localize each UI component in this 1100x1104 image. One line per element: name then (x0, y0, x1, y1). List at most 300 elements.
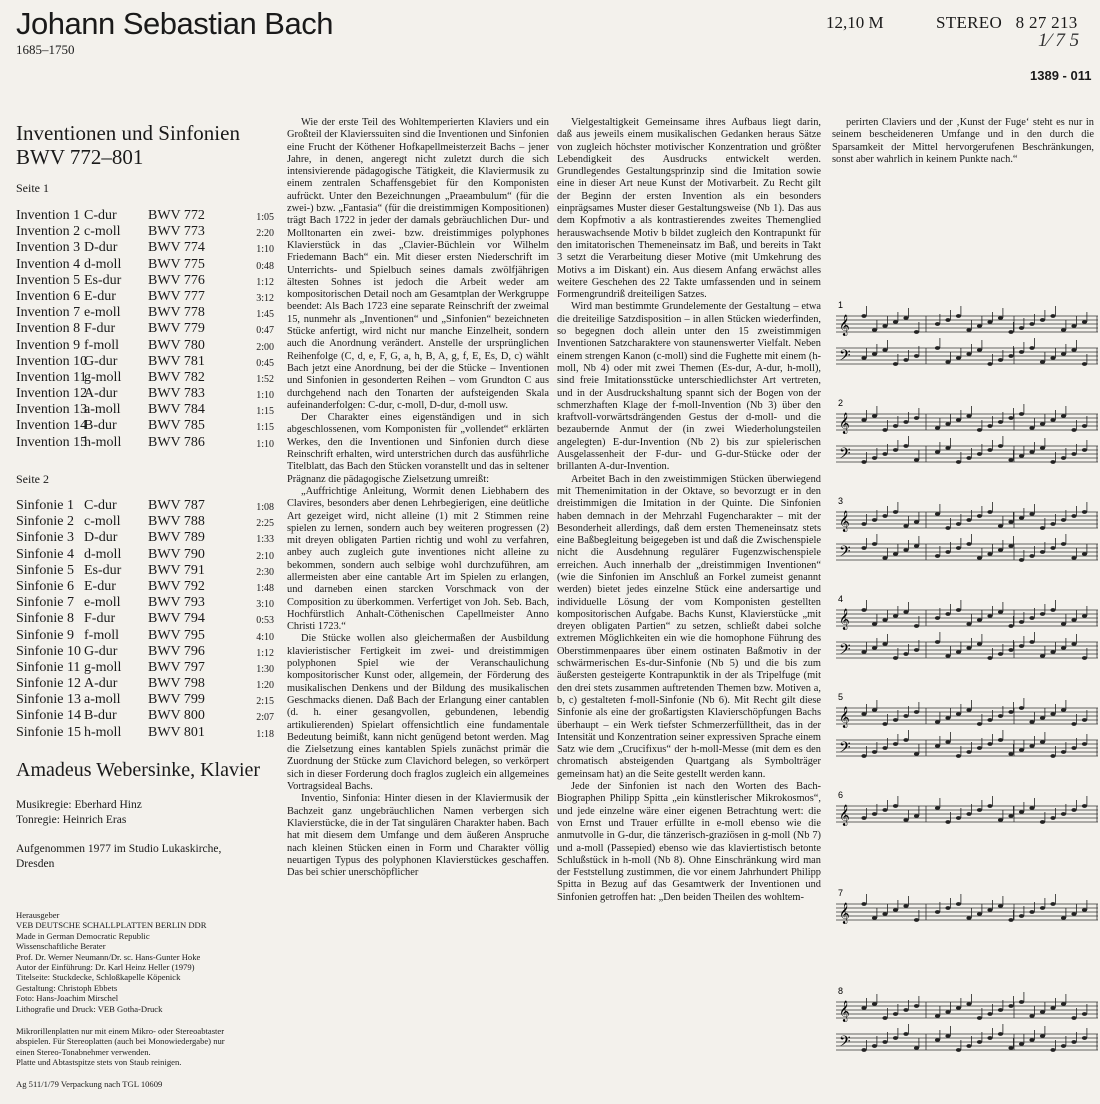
note-head (893, 320, 898, 324)
track-name: Sinfonie 4 (16, 546, 74, 562)
track-row (16, 725, 274, 741)
note-head (893, 1036, 898, 1040)
clef-icon: 𝄢 (839, 641, 851, 661)
note-head (861, 1048, 866, 1052)
note-head (1029, 554, 1034, 558)
track-duration: 1:10 (256, 244, 274, 256)
note-head (1082, 656, 1087, 660)
essay-paragraph: perirten Claviers und der ‚Kunst der Fuge‘ steht es nur in seinem bescheideneren Umfange und in den durch die Sparsamkeit der Mittel hervorgerufenen Beschränkungen, sonst aber wahrlich in keinem Punkte nach.“ (832, 117, 1094, 165)
note-head (1050, 356, 1055, 360)
note-head (1071, 912, 1076, 916)
note-head (1019, 412, 1024, 416)
track-key: d-moll (84, 256, 122, 272)
note-head (1050, 418, 1055, 422)
track-bwv: BWV 788 (148, 514, 205, 530)
clef-icon: 𝄢 (839, 1033, 851, 1053)
note-head (1019, 748, 1024, 752)
track-name: Invention 12 (16, 386, 88, 402)
note-head (903, 548, 908, 552)
note-head (966, 622, 971, 626)
track-name: Invention 9 (16, 337, 81, 353)
note-head (1029, 616, 1034, 620)
note-head (914, 458, 919, 462)
track-bwv: BWV 795 (148, 627, 205, 643)
note-head (998, 714, 1003, 718)
note-head (966, 518, 971, 522)
note-head (1008, 330, 1013, 334)
note-head (861, 650, 866, 654)
music-example (836, 790, 1098, 826)
track-bwv: BWV 785 (148, 418, 205, 434)
note-head (1071, 808, 1076, 812)
note-head (914, 330, 919, 334)
track-duration: 1:33 (256, 534, 274, 546)
note-head (935, 744, 940, 748)
track-duration: 1:12 (256, 276, 274, 288)
note-head (914, 1004, 919, 1008)
note-head (1050, 608, 1055, 612)
note-head (987, 320, 992, 324)
track-name: Sinfonie 10 (16, 643, 81, 659)
note-head (872, 708, 877, 712)
track-name: Sinfonie 15 (16, 724, 81, 740)
track-key: A-dur (84, 676, 118, 692)
track-row (16, 321, 274, 337)
track-row (16, 692, 274, 708)
clef-icon: 𝄞 (839, 609, 850, 629)
essay-column-3 (832, 117, 1094, 166)
music-example (836, 496, 1098, 563)
essay-paragraph: Vielgestaltigkeit Gemeinsame ihres Aufbaus liegt darin, daß aus jeweils einem musikalischen Gedanken heraus Sätze von zugleich höchster motivischer Konzentration und größter Lebendigkeit des Ausdrucks entwickelt werden. Grundlegendes Gestaltungsprinzip sind die Imitation sowie eine in dieser Art neue Kunst der Motivarbeit. Zu Recht gilt der Beginn der ersten Invention als ein besonders einprägsames Muster dieser Gestaltungsweise (Nb 1). Das aus dem Kopfmotiv a als kontrastierendes zweites Themenglied herauswachsende Motiv b bildet zugleich den Kontrapunkt für den imitatorischen Themeneinsatz im Baß, und bereits in Takt 3 setzt die Verarbeitung dieser Motive (mit Umkehrung des Motivs a im Diskant) ein. Aus diesem Anfang erwächst alles weitere Geschehen des 22 Takte umfassenden und in seinem Formengrundriß dreiteiligen Satzes. (557, 117, 821, 301)
note-head (872, 414, 877, 418)
recording-info (16, 842, 221, 872)
track-bwv: BWV 793 (148, 595, 205, 611)
note-head (998, 316, 1003, 320)
note-head (966, 328, 971, 332)
example-number: 1 (838, 300, 844, 310)
note-head (882, 808, 887, 812)
note-head (977, 642, 982, 646)
note-head (861, 712, 866, 716)
note-head (945, 360, 950, 364)
note-head (893, 804, 898, 808)
note-head (1029, 346, 1034, 350)
track-row (16, 418, 274, 434)
performer: Amadeus Webersinke, Klavier (16, 759, 261, 781)
note-head (882, 618, 887, 622)
note-head (1008, 624, 1013, 628)
track-row (16, 628, 274, 644)
note-head (987, 510, 992, 514)
note-head (998, 420, 1003, 424)
track-key: C-dur (84, 498, 117, 513)
track-row (16, 289, 274, 305)
note-head (893, 552, 898, 556)
track-name: Invention 5 (16, 272, 81, 288)
note-head (1050, 902, 1055, 906)
track-key: e-moll (84, 595, 121, 611)
music-example (836, 692, 1098, 759)
note-head (945, 716, 950, 720)
track-duration: 0:47 (256, 325, 274, 337)
note-head (966, 456, 971, 460)
note-head (945, 550, 950, 554)
track-key: h-moll (84, 434, 122, 450)
track-key: d-moll (84, 546, 122, 562)
note-head (882, 348, 887, 352)
essay-column-2 (557, 117, 821, 904)
note-head (1071, 722, 1076, 726)
note-head (1071, 324, 1076, 328)
note-head (882, 514, 887, 518)
track-name: Sinfonie 3 (16, 530, 74, 546)
track-name: Invention 7 (16, 305, 81, 321)
track-key: D-dur (84, 240, 118, 256)
note-head (966, 708, 971, 712)
note-head (935, 910, 940, 914)
album-title-line2: BWV 772–801 (16, 145, 144, 169)
essay-paragraph: Inventio, Sinfonia: Hinter diesen in der Klaviermusik der Bachzeit ganz ungebräuchlichen Namen verbergen sich Klavierstücke, die in der Tat singulären Charakter haben. Bach hat mit diesem dem Umfange und dem äußeren Anspruche nach kleinen Stücken einen in Form und Charakter völlig neuartigen Typus des polyphonen Klavierstückes geschaffen. Das bei schier unerschöpflicher (287, 793, 549, 879)
note-head (1050, 546, 1055, 550)
track-row (16, 660, 274, 676)
note-head (903, 420, 908, 424)
note-head (966, 916, 971, 920)
note-head (914, 354, 919, 358)
track-key: Es-dur (84, 272, 122, 288)
track-duration: 2:10 (256, 550, 274, 562)
track-row (16, 240, 274, 256)
note-head (882, 1016, 887, 1020)
track-name: Sinfonie 14 (16, 708, 81, 724)
note-head (1008, 710, 1013, 714)
track-bwv: BWV 773 (148, 224, 205, 240)
track-duration: 2:00 (256, 341, 274, 353)
track-name: Invention 8 (16, 321, 81, 337)
note-head (893, 362, 898, 366)
side-1-label: Seite 1 (16, 181, 49, 195)
imprint-line: Foto: Hans-Joachim Mirschel (16, 993, 119, 1004)
catalog-number: 12,10 M (826, 13, 884, 32)
note-head (956, 754, 961, 758)
note-head (872, 542, 877, 546)
note-head (935, 1038, 940, 1042)
note-head (1029, 744, 1034, 748)
side-2-tracklist (16, 498, 274, 741)
note-head (935, 1014, 940, 1018)
track-key: g-moll (84, 369, 122, 385)
note-head (987, 908, 992, 912)
track-row (16, 498, 274, 514)
note-head (893, 424, 898, 428)
album-title (16, 121, 276, 169)
note-head (935, 616, 940, 620)
track-row (16, 402, 274, 418)
note-head (966, 414, 971, 418)
clef-icon: 𝄢 (839, 347, 851, 367)
note-head (966, 750, 971, 754)
track-duration: 1:48 (256, 582, 274, 594)
music-examples (836, 300, 1098, 1100)
note-head (1040, 1034, 1045, 1038)
track-row (16, 708, 274, 724)
note-head (1061, 328, 1066, 332)
side-2-label: Seite 2 (16, 472, 49, 486)
track-name: Invention 14 (16, 418, 88, 434)
note-head (945, 906, 950, 910)
note-head (945, 654, 950, 658)
side-1-tracklist (16, 208, 274, 451)
track-bwv: BWV 774 (148, 240, 205, 256)
track-bwv: BWV 777 (148, 288, 205, 304)
note-head (861, 816, 866, 820)
track-row (16, 563, 274, 579)
note-head (1040, 820, 1045, 824)
note-head (893, 656, 898, 660)
imprint-line: Gestaltung: Christoph Ebbets (16, 982, 118, 993)
track-key: B-dur (84, 708, 117, 724)
note-head (914, 918, 919, 922)
note-head (987, 718, 992, 722)
note-head (903, 1008, 908, 1012)
track-bwv: BWV 794 (148, 611, 205, 627)
note-head (977, 1016, 982, 1020)
note-head (945, 740, 950, 744)
note-head (1050, 712, 1055, 716)
note-head (956, 1048, 961, 1052)
note-head (998, 1008, 1003, 1012)
note-head (882, 1040, 887, 1044)
essay-paragraph: Wird man bestimmte Grundelemente der Gestaltung – etwa die dreiteilige Satzdisposition – in allen Stücken wiederfinden, so begegnen doch allein unter den 15 zweistimmigen Inventionen Satzcharaktere von staunenswerter Vielfalt. Neben einem strengen Kanon (c-moll) sind die Fughette mit einem (h-moll, Nb 4) oder mit zwei Themen (Es-dur, A-dur, h-moll), sind freie Imitationsstücke unterschiedlichster Art vertreten, und in der Ausdruckshaltung spannt sich der Bogen von der schmerzhaften Klage der f-moll-Invention (Nb 3) über den kraftvoll-vorwärtsdrängenden Gestus der d-moll- und die bezaubernde Anmut der (in zwei Wiederholungsteilen angelegten) E-dur-Invention (Nb 2) bis zur spielerischen Ausgelassenheit der F-dur- und G-dur-Stücke oder der brillanten A-dur-Invention. (557, 301, 821, 473)
note-head (1029, 450, 1034, 454)
note-head (861, 418, 866, 422)
note-head (1082, 424, 1087, 428)
track-duration: 1:45 (256, 309, 274, 321)
note-head (903, 1032, 908, 1036)
note-head (1019, 454, 1024, 458)
track-duration: 1:15 (256, 422, 274, 434)
imprint-line: Wissenschaftliche Berater (16, 941, 106, 952)
note-head (1050, 1048, 1055, 1052)
note-head (903, 610, 908, 614)
track-row (16, 644, 274, 660)
note-head (1082, 804, 1087, 808)
note-head (861, 546, 866, 550)
note-head (1061, 352, 1066, 356)
note-head (945, 526, 950, 530)
note-head (977, 556, 982, 560)
note-head (872, 750, 877, 754)
note-head (861, 356, 866, 360)
note-head (956, 650, 961, 654)
credits (16, 798, 142, 828)
note-head (987, 656, 992, 660)
clef-icon: 𝄞 (839, 1001, 850, 1021)
track-key: D-dur (84, 530, 118, 546)
track-name: Sinfonie 11 (16, 659, 81, 675)
track-row (16, 257, 274, 273)
track-duration: 1:08 (256, 502, 274, 513)
note-head (1040, 318, 1045, 322)
imprint-line: Prof. Dr. Werner Neumann/Dr. sc. Hans-Gunter Hoke (16, 951, 201, 962)
notice-line: Platte und Abtastspitze stets von Staub reinigen. (16, 1057, 182, 1068)
track-duration: 2:15 (256, 696, 274, 708)
music-example (836, 300, 1098, 367)
track-name: Sinfonie 9 (16, 627, 74, 643)
note-head (1061, 750, 1066, 754)
track-name: Invention 6 (16, 288, 81, 304)
clef-icon: 𝄞 (839, 511, 850, 531)
note-head (1071, 642, 1076, 646)
note-head (956, 608, 961, 612)
note-head (1008, 520, 1013, 524)
track-row (16, 676, 274, 692)
note-head (914, 814, 919, 818)
track-key: g-moll (84, 659, 122, 675)
note-head (1061, 812, 1066, 816)
note-head (998, 904, 1003, 908)
track-key: Es-dur (84, 562, 122, 578)
note-head (893, 510, 898, 514)
note-head (1082, 510, 1087, 514)
note-head (893, 742, 898, 746)
example-number: 6 (838, 790, 844, 800)
example-number: 8 (838, 986, 844, 996)
track-name: Sinfonie 8 (16, 611, 74, 627)
note-head (903, 524, 908, 528)
note-head (998, 1032, 1003, 1036)
track-name: Invention 11 (16, 369, 87, 385)
note-head (987, 1012, 992, 1016)
note-head (1071, 452, 1076, 456)
clef-icon: 𝄞 (839, 413, 850, 433)
note-head (1050, 650, 1055, 654)
track-duration: 1:12 (256, 647, 274, 659)
note-head (1019, 350, 1024, 354)
note-head (1061, 622, 1066, 626)
note-head (1040, 550, 1045, 554)
note-head (1082, 718, 1087, 722)
note-head (977, 1040, 982, 1044)
note-head (956, 314, 961, 318)
track-bwv: BWV 790 (148, 546, 205, 562)
track-row (16, 305, 274, 321)
imprint-block (16, 910, 276, 1014)
note-head (1040, 446, 1045, 450)
note-head (1040, 422, 1045, 426)
imprint-line: Lithografie und Druck: VEB Gotha-Druck (16, 1003, 163, 1014)
note-head (1050, 460, 1055, 464)
note-head (1082, 614, 1087, 618)
track-key: E-dur (84, 288, 116, 304)
track-key: f-moll (84, 627, 119, 643)
note-head (956, 356, 961, 360)
note-head (977, 348, 982, 352)
essay-paragraph: Jede der Sinfonien ist nach den Worten des Bach-Biographen Philipp Spitta „ein künstlerischer Mikrokosmos“, und jede einzelne wäre einer eigenen Betrachtung wert: die von Ernst und Trauer erfüllte in e-moll ebenso wie die anmutvolle in G-dur, die tänzerisch-graziösen in g-moll (Nb 7) und a-moll (Passepied) ebenso wie das klaviertistisch betonte Schlußstück in h-moll (Nb 8). Ohne Einschränkung wird man der Feststellung zustimmen, die vor einem Jahrhundert Philipp Spitta in Bezug auf das Gesamtwerk der Inventionen und Sinfonien getroffen hat: „Den beiden Theilen des wohltem- (557, 781, 821, 903)
note-head (1050, 522, 1055, 526)
note-head (987, 1036, 992, 1040)
note-head (903, 444, 908, 448)
imprint-line: VEB DEUTSCHE SCHALLPLATTEN BERLIN DDR (16, 920, 207, 931)
track-name: Invention 3 (16, 240, 81, 256)
note-head (1061, 414, 1066, 418)
note-head (882, 912, 887, 916)
note-head (998, 358, 1003, 362)
example-number: 5 (838, 692, 844, 702)
note-head (1029, 426, 1034, 430)
album-title-line1: Inventionen und Sinfonien (16, 121, 240, 145)
note-head (1008, 416, 1013, 420)
note-head (893, 1012, 898, 1016)
note-head (1019, 558, 1024, 562)
note-head (903, 738, 908, 742)
track-duration: 2:30 (256, 566, 274, 578)
track-duration: 1:10 (256, 390, 274, 402)
track-row (16, 370, 274, 386)
track-duration: 3:12 (256, 292, 274, 304)
note-head (872, 646, 877, 650)
note-head (1008, 1046, 1013, 1050)
note-head (1029, 512, 1034, 516)
essay-paragraph: „Auffrichtige Anleitung, Wormit denen Liebhabern des Clavires, besonders aber denen Lehrbegierigen, eine deütliche Art gezeiget wird, nicht alleine (1) mit 2 Stimmen reine spielen zu lernen, sondern auch bey weiteren progressen (2) mit dreyen obligaten Partien richtig und wohl zu verfahren, anbey auch zugleich gute inventiones nicht alleine zu bekommen, sondern auch selbige wohl durchzuführen, am allermeisten aber eine cantable Art im Spielen zu erlangen, und darneben einen starcken Vorschmack von der Composition zu überkommen. Verfertiget von Joh. Seb. Bach, Hochfürstlich Anhalt-Cöthenischen Capellmeister Anno Christi 1723.“ (287, 485, 549, 633)
track-duration: 1:30 (256, 663, 274, 675)
note-head (1061, 1002, 1066, 1006)
note-head (914, 752, 919, 756)
note-head (1008, 814, 1013, 818)
track-key: e-moll (84, 305, 121, 321)
track-bwv: BWV 786 (148, 434, 205, 450)
example-number: 7 (838, 888, 844, 898)
note-head (914, 416, 919, 420)
track-duration: 2:25 (256, 518, 274, 530)
note-head (977, 912, 982, 916)
note-head (977, 324, 982, 328)
note-head (956, 902, 961, 906)
track-duration: 1:20 (256, 680, 274, 692)
note-head (882, 324, 887, 328)
note-head (998, 524, 1003, 528)
track-row (16, 386, 274, 402)
note-head (1008, 544, 1013, 548)
note-head (872, 812, 877, 816)
track-bwv: BWV 787 (148, 498, 205, 513)
track-key: E-dur (84, 578, 116, 594)
track-bwv: BWV 782 (148, 369, 205, 385)
note-head (1029, 806, 1034, 810)
note-head (1029, 910, 1034, 914)
note-head (903, 316, 908, 320)
note-head (1071, 746, 1076, 750)
note-head (1029, 322, 1034, 326)
note-head (1061, 518, 1066, 522)
track-key: a-moll (84, 402, 121, 418)
note-head (1071, 514, 1076, 518)
note-head (1061, 916, 1066, 920)
note-head (1061, 456, 1066, 460)
track-name: Sinfonie 6 (16, 578, 74, 594)
note-head (966, 1002, 971, 1006)
note-head (1029, 1038, 1034, 1042)
note-head (966, 542, 971, 546)
note-head (861, 314, 866, 318)
note-head (1061, 1044, 1066, 1048)
clef-icon: 𝄢 (839, 445, 851, 465)
note-head (1082, 320, 1087, 324)
note-head (987, 424, 992, 428)
note-head (914, 648, 919, 652)
note-head (872, 1044, 877, 1048)
example-number: 4 (838, 594, 844, 604)
track-name: Sinfonie 7 (16, 595, 74, 611)
